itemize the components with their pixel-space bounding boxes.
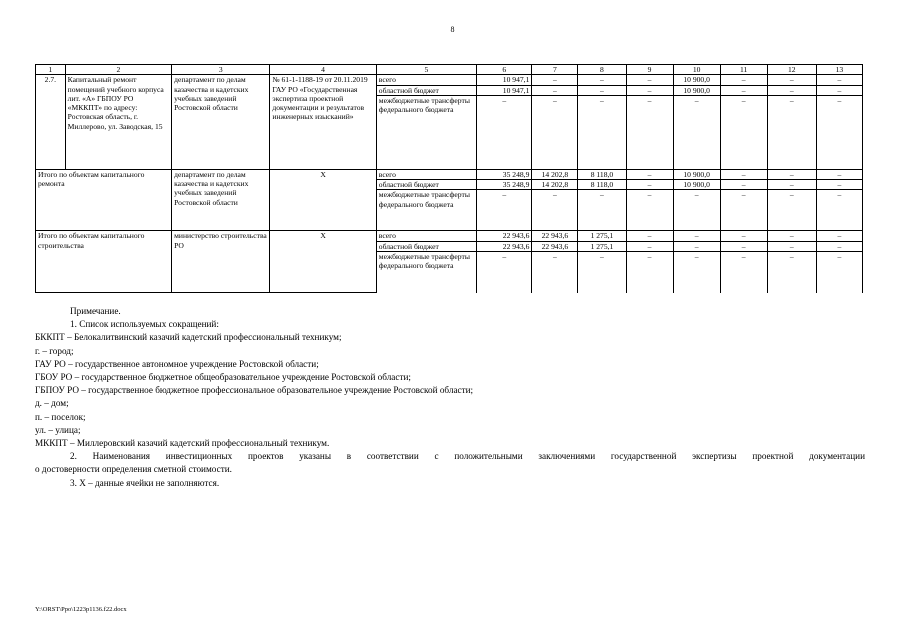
cell-value-col-10: – xyxy=(673,190,720,231)
column-number-1: 1 xyxy=(36,65,66,75)
cell-responsible-body: министерство строительства РО xyxy=(172,231,270,293)
column-number-3: 3 xyxy=(172,65,270,75)
cell-value-col-6: – xyxy=(477,190,532,231)
cell-total-label: Итого по объектам капитального строительства xyxy=(36,231,172,293)
cell-value-col-6: 35 248,9 xyxy=(477,169,532,179)
cell-value-col-12: – xyxy=(767,241,816,251)
cell-funding-source: всего xyxy=(376,169,476,179)
cell-value-col-12: – xyxy=(767,180,816,190)
column-number-5: 5 xyxy=(376,65,476,75)
cell-value-col-11: – xyxy=(720,75,767,85)
cell-funding-source: областной бюджет xyxy=(376,85,476,95)
notes-item-2-line-1: 2. Наименования инвестиционных проектов указаны в соответствии с положительными заключениями государственной экспертизы проектной документации xyxy=(70,451,865,462)
cell-value-col-6: 22 943,6 xyxy=(477,241,532,251)
notes-section xyxy=(35,305,865,490)
cell-value-col-8: 1 275,1 xyxy=(578,231,626,241)
cell-value-col-8: 1 275,1 xyxy=(578,241,626,251)
cell-value-col-8: 8 118,0 xyxy=(578,169,626,179)
cell-value-col-13: – xyxy=(816,169,862,179)
cell-value-col-9: – xyxy=(626,190,673,231)
cell-value-col-9: – xyxy=(626,169,673,179)
cell-expertise-conclusion: Х xyxy=(270,169,376,231)
cell-value-col-7: 14 202,8 xyxy=(532,180,578,190)
cell-value-col-12: – xyxy=(767,75,816,85)
cell-value-col-6: 10 947,1 xyxy=(477,85,532,95)
cell-funding-source: областной бюджет xyxy=(376,180,476,190)
cell-value-col-12: – xyxy=(767,169,816,179)
cell-value-col-13: – xyxy=(816,190,862,231)
cell-funding-source: межбюджетные трансферты федерального бюджета xyxy=(376,252,476,293)
column-number-8: 8 xyxy=(578,65,626,75)
cell-value-col-11: – xyxy=(720,252,767,293)
cell-funding-source: областной бюджет xyxy=(376,241,476,251)
cell-value-col-8: – xyxy=(578,252,626,293)
cell-value-col-13: – xyxy=(816,252,862,293)
cell-value-col-10: – xyxy=(673,231,720,241)
cell-funding-source: всего xyxy=(376,75,476,85)
cell-value-col-12: – xyxy=(767,252,816,293)
column-number-2: 2 xyxy=(65,65,171,75)
cell-value-col-10: – xyxy=(673,252,720,293)
cell-value-col-13: – xyxy=(816,75,862,85)
cell-value-col-6: – xyxy=(477,252,532,293)
cell-value-col-11: – xyxy=(720,95,767,169)
cell-value-col-7: – xyxy=(532,190,578,231)
notes-item-2-line-2: о достоверности определения сметной стоимости. xyxy=(35,464,232,475)
column-number-13: 13 xyxy=(816,65,862,75)
column-number-9: 9 xyxy=(626,65,673,75)
cell-value-col-10: – xyxy=(673,241,720,251)
column-number-11: 11 xyxy=(720,65,767,75)
cell-expertise-conclusion: Х xyxy=(270,231,376,293)
cell-value-col-6: 22 943,6 xyxy=(477,231,532,241)
cell-value-col-8: 8 118,0 xyxy=(578,180,626,190)
cell-expertise-conclusion: № 61-1-1188-19 от 20.11.2019 ГАУ РО «Государственная экспертиза проектной документации и результатов инженерных изысканий» xyxy=(270,75,376,170)
cell-value-col-7: 22 943,6 xyxy=(532,241,578,251)
notes-item-3: 3. Х – данные ячейки не заполняются. xyxy=(70,477,220,488)
cell-value-col-13: – xyxy=(816,241,862,251)
abbreviation-item: ГБПОУ РО – государственное бюджетное профессиональное образовательное учреждение Ростовской области; xyxy=(35,385,474,396)
column-number-10: 10 xyxy=(673,65,720,75)
cell-value-col-12: – xyxy=(767,190,816,231)
table-row xyxy=(36,169,863,179)
cell-value-col-9: – xyxy=(626,241,673,251)
column-number-6: 6 xyxy=(477,65,532,75)
cell-value-col-8: – xyxy=(578,190,626,231)
cell-value-col-11: – xyxy=(720,190,767,231)
abbreviation-item: ул. – улица; xyxy=(35,424,81,435)
abbreviation-item: г. – город; xyxy=(35,345,74,356)
cell-value-col-10: 10 900,0 xyxy=(673,85,720,95)
cell-row-number: 2.7. xyxy=(36,75,66,170)
cell-value-col-11: – xyxy=(720,241,767,251)
cell-value-col-7: – xyxy=(532,85,578,95)
cell-value-col-8: – xyxy=(578,85,626,95)
cell-responsible-body: департамент по делам казачества и кадетских учебных заведений Ростовской области xyxy=(172,169,270,231)
cell-value-col-12: – xyxy=(767,231,816,241)
cell-value-col-11: – xyxy=(720,231,767,241)
table-row xyxy=(36,231,863,241)
cell-value-col-6: 35 248,9 xyxy=(477,180,532,190)
file-path-footer: Y:\ORST\Ppo\1223p1136.f22.docx xyxy=(35,606,127,613)
cell-value-col-7: – xyxy=(532,75,578,85)
cell-funding-source: межбюджетные трансферты федерального бюджета xyxy=(376,95,476,169)
page-number: 8 xyxy=(450,25,455,34)
cell-value-col-10: 10 900,0 xyxy=(673,75,720,85)
abbreviation-list xyxy=(35,331,865,450)
column-number-12: 12 xyxy=(767,65,816,75)
cell-value-col-9: – xyxy=(626,180,673,190)
cell-value-col-6: 10 947,1 xyxy=(477,75,532,85)
cell-value-col-9: – xyxy=(626,231,673,241)
cell-value-col-7: – xyxy=(532,252,578,293)
investment-table xyxy=(35,64,863,293)
cell-value-col-12: – xyxy=(767,95,816,169)
cell-value-col-11: – xyxy=(720,85,767,95)
cell-value-col-11: – xyxy=(720,169,767,179)
cell-value-col-10: – xyxy=(673,95,720,169)
cell-value-col-7: – xyxy=(532,95,578,169)
cell-value-col-10: 10 900,0 xyxy=(673,169,720,179)
abbreviation-item: БККПТ – Белокалитвинский казачий кадетский профессиональный техникум; xyxy=(35,332,342,343)
notes-item-1: 1. Список используемых сокращений: xyxy=(70,319,219,330)
cell-value-col-8: – xyxy=(578,95,626,169)
cell-value-col-9: – xyxy=(626,252,673,293)
cell-value-col-9: – xyxy=(626,95,673,169)
cell-funding-source: межбюджетные трансферты федерального бюджета xyxy=(376,190,476,231)
column-number-4: 4 xyxy=(270,65,376,75)
notes-title: Примечание. xyxy=(70,306,121,316)
abbreviation-item: МККПТ – Миллеровский казачий кадетский профессиональный техникум. xyxy=(35,438,330,449)
abbreviation-item: д. – дом; xyxy=(35,398,69,409)
cell-total-label: Итого по объектам капитального ремонта xyxy=(36,169,172,231)
cell-project-name: Капитальный ремонт помещений учебного корпуса лит. «А» ГБПОУ РО «МККПТ» по адресу: Ростовская область, г. Миллерово, ул. Заводская, 15 xyxy=(65,75,171,170)
cell-value-col-11: – xyxy=(720,180,767,190)
cell-value-col-9: – xyxy=(626,75,673,85)
cell-value-col-13: – xyxy=(816,85,862,95)
cell-value-col-6: – xyxy=(477,95,532,169)
cell-value-col-9: – xyxy=(626,85,673,95)
table-header-row xyxy=(36,65,863,75)
cell-value-col-13: – xyxy=(816,231,862,241)
abbreviation-item: ГБОУ РО – государственное бюджетное общеобразовательное учреждение Ростовской области; xyxy=(35,372,411,383)
column-number-7: 7 xyxy=(532,65,578,75)
cell-value-col-12: – xyxy=(767,85,816,95)
cell-funding-source: всего xyxy=(376,231,476,241)
table-row xyxy=(36,75,863,85)
abbreviation-item: ГАУ РО – государственное автономное учреждение Ростовской области; xyxy=(35,358,319,369)
cell-value-col-10: 10 900,0 xyxy=(673,180,720,190)
cell-value-col-8: – xyxy=(578,75,626,85)
cell-value-col-13: – xyxy=(816,180,862,190)
cell-value-col-13: – xyxy=(816,95,862,169)
cell-value-col-7: 22 943,6 xyxy=(532,231,578,241)
cell-value-col-7: 14 202,8 xyxy=(532,169,578,179)
cell-responsible-body: департамент по делам казачества и кадетских учебных заведений Ростовской области xyxy=(172,75,270,170)
abbreviation-item: п. – поселок; xyxy=(35,411,86,422)
